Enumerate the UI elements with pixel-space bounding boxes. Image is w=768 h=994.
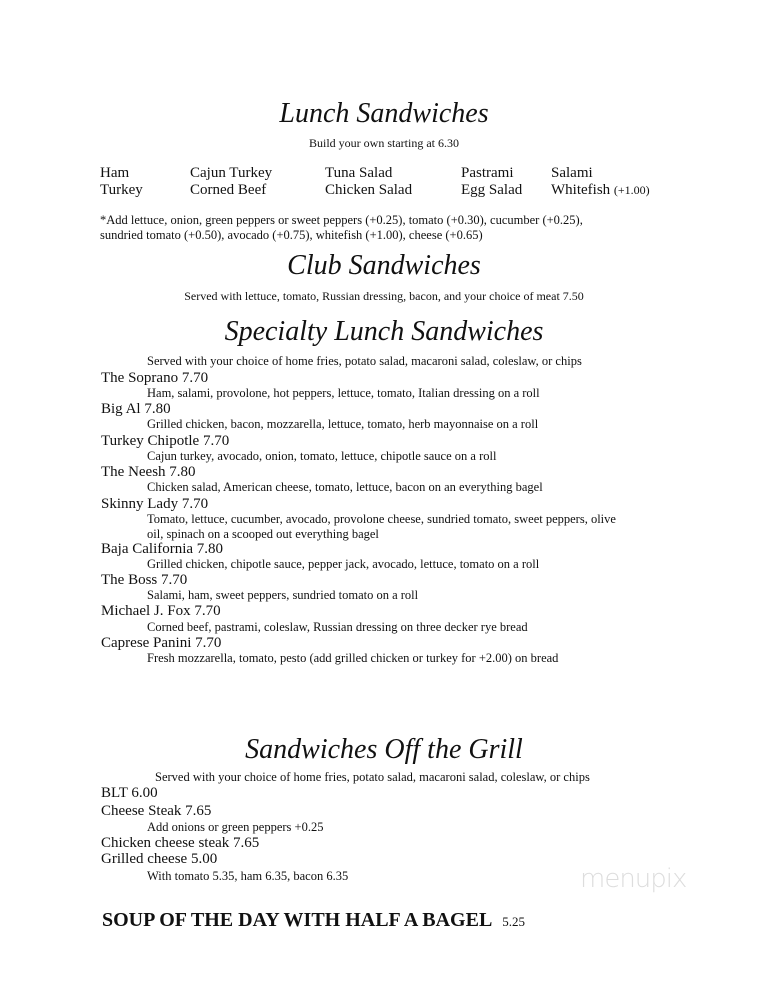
whitefish-label: Whitefish — [551, 182, 611, 198]
meat-option: Corned Beef — [190, 182, 267, 198]
menu-item-name: Baja California 7.80 — [101, 541, 224, 557]
meat-option: Cajun Turkey — [190, 165, 273, 181]
menu-item-name: Cheese Steak 7.65 — [101, 803, 212, 819]
meat-option — [551, 183, 650, 198]
grill-served: Served with your choice of home fries, potato salad, macaroni salad, coleslaw, or chips — [155, 770, 590, 784]
club-description: Served with lettuce, tomato, Russian dressing, bacon, and your choice of meat 7.50 — [184, 289, 584, 303]
menu-item-desc: Ham, salami, provolone, hot peppers, lettuce, tomato, Italian dressing on a roll — [147, 386, 540, 400]
menu-item-desc: Grilled chicken, chipotle sauce, pepper jack, avocado, lettuce, tomato on a roll — [147, 557, 540, 571]
club-sandwiches-title: Club Sandwiches — [287, 250, 481, 281]
menu-item-desc: Salami, ham, sweet peppers, sundried tomato on a roll — [147, 588, 419, 602]
menu-item-name: Turkey Chipotle 7.70 — [101, 433, 230, 449]
specialty-served: Served with your choice of home fries, potato salad, macaroni salad, coleslaw, or chips — [147, 354, 582, 368]
grill-title: Sandwiches Off the Grill — [245, 734, 523, 765]
menu-item-name: The Soprano 7.70 — [101, 370, 209, 386]
meat-option: Chicken Salad — [325, 182, 413, 198]
meat-option: Egg Salad — [461, 182, 523, 198]
menu-item-name: Caprese Panini 7.70 — [101, 635, 222, 651]
menu-item-desc: Tomato, lettuce, cucumber, avocado, provolone cheese, sundried tomato, sweet peppers, olive — [147, 512, 616, 526]
menu-item-name: BLT 6.00 — [101, 785, 158, 801]
menu-item-desc: Corned beef, pastrami, coleslaw, Russian dressing on three decker rye bread — [147, 620, 528, 634]
menu-item-desc-cont: oil, spinach on a scooped out everything bagel — [147, 527, 379, 541]
specialty-title: Specialty Lunch Sandwiches — [224, 316, 544, 347]
soup-price: 5.25 — [502, 914, 526, 929]
menu-item-desc: Fresh mozzarella, tomato, pesto (add grilled chicken or turkey for +2.00) on bread — [147, 651, 559, 665]
menu-item-name: Chicken cheese steak 7.65 — [101, 835, 260, 851]
menu-item-name: The Boss 7.70 — [101, 572, 188, 588]
meat-option: Tuna Salad — [325, 165, 393, 181]
soup-label: SOUP OF THE DAY WITH HALF A BAGEL — [102, 909, 493, 931]
menu-item-desc: Chicken salad, American cheese, tomato, lettuce, bacon on an everything bagel — [147, 480, 543, 494]
watermark-logo: menupix — [580, 864, 687, 894]
menu-item-name: Big Al 7.80 — [101, 401, 171, 417]
addons-note-line1: *Add lettuce, onion, green peppers or sweet peppers (+0.25), tomato (+0.30), cucumber (+0.25), — [100, 213, 583, 227]
meat-option: Ham — [100, 165, 130, 181]
menu-item-name: Skinny Lady 7.70 — [101, 496, 209, 512]
meat-option: Salami — [551, 165, 593, 181]
soup-row — [102, 910, 525, 930]
menu-item-desc: With tomato 5.35, ham 6.35, bacon 6.35 — [147, 869, 349, 883]
meat-option: Turkey — [100, 182, 143, 198]
menu-item-name: Grilled cheese 5.00 — [101, 851, 218, 867]
addons-note-line2: sundried tomato (+0.50), avocado (+0.75), whitefish (+1.00), cheese (+0.65) — [100, 228, 483, 242]
lunch-subtitle: Build your own starting at 6.30 — [309, 136, 459, 150]
menu-item-desc: Add onions or green peppers +0.25 — [147, 820, 324, 834]
menu-item-desc: Cajun turkey, avocado, onion, tomato, lettuce, chipotle sauce on a roll — [147, 449, 497, 463]
meat-option: Pastrami — [461, 165, 514, 181]
menu-item-desc: Grilled chicken, bacon, mozzarella, lettuce, tomato, herb mayonnaise on a roll — [147, 417, 539, 431]
whitefish-extra: (+1.00) — [613, 183, 650, 197]
menu-item-name: The Neesh 7.80 — [101, 464, 196, 480]
lunch-sandwiches-title: Lunch Sandwiches — [279, 98, 489, 129]
menu-item-name: Michael J. Fox 7.70 — [101, 603, 221, 619]
